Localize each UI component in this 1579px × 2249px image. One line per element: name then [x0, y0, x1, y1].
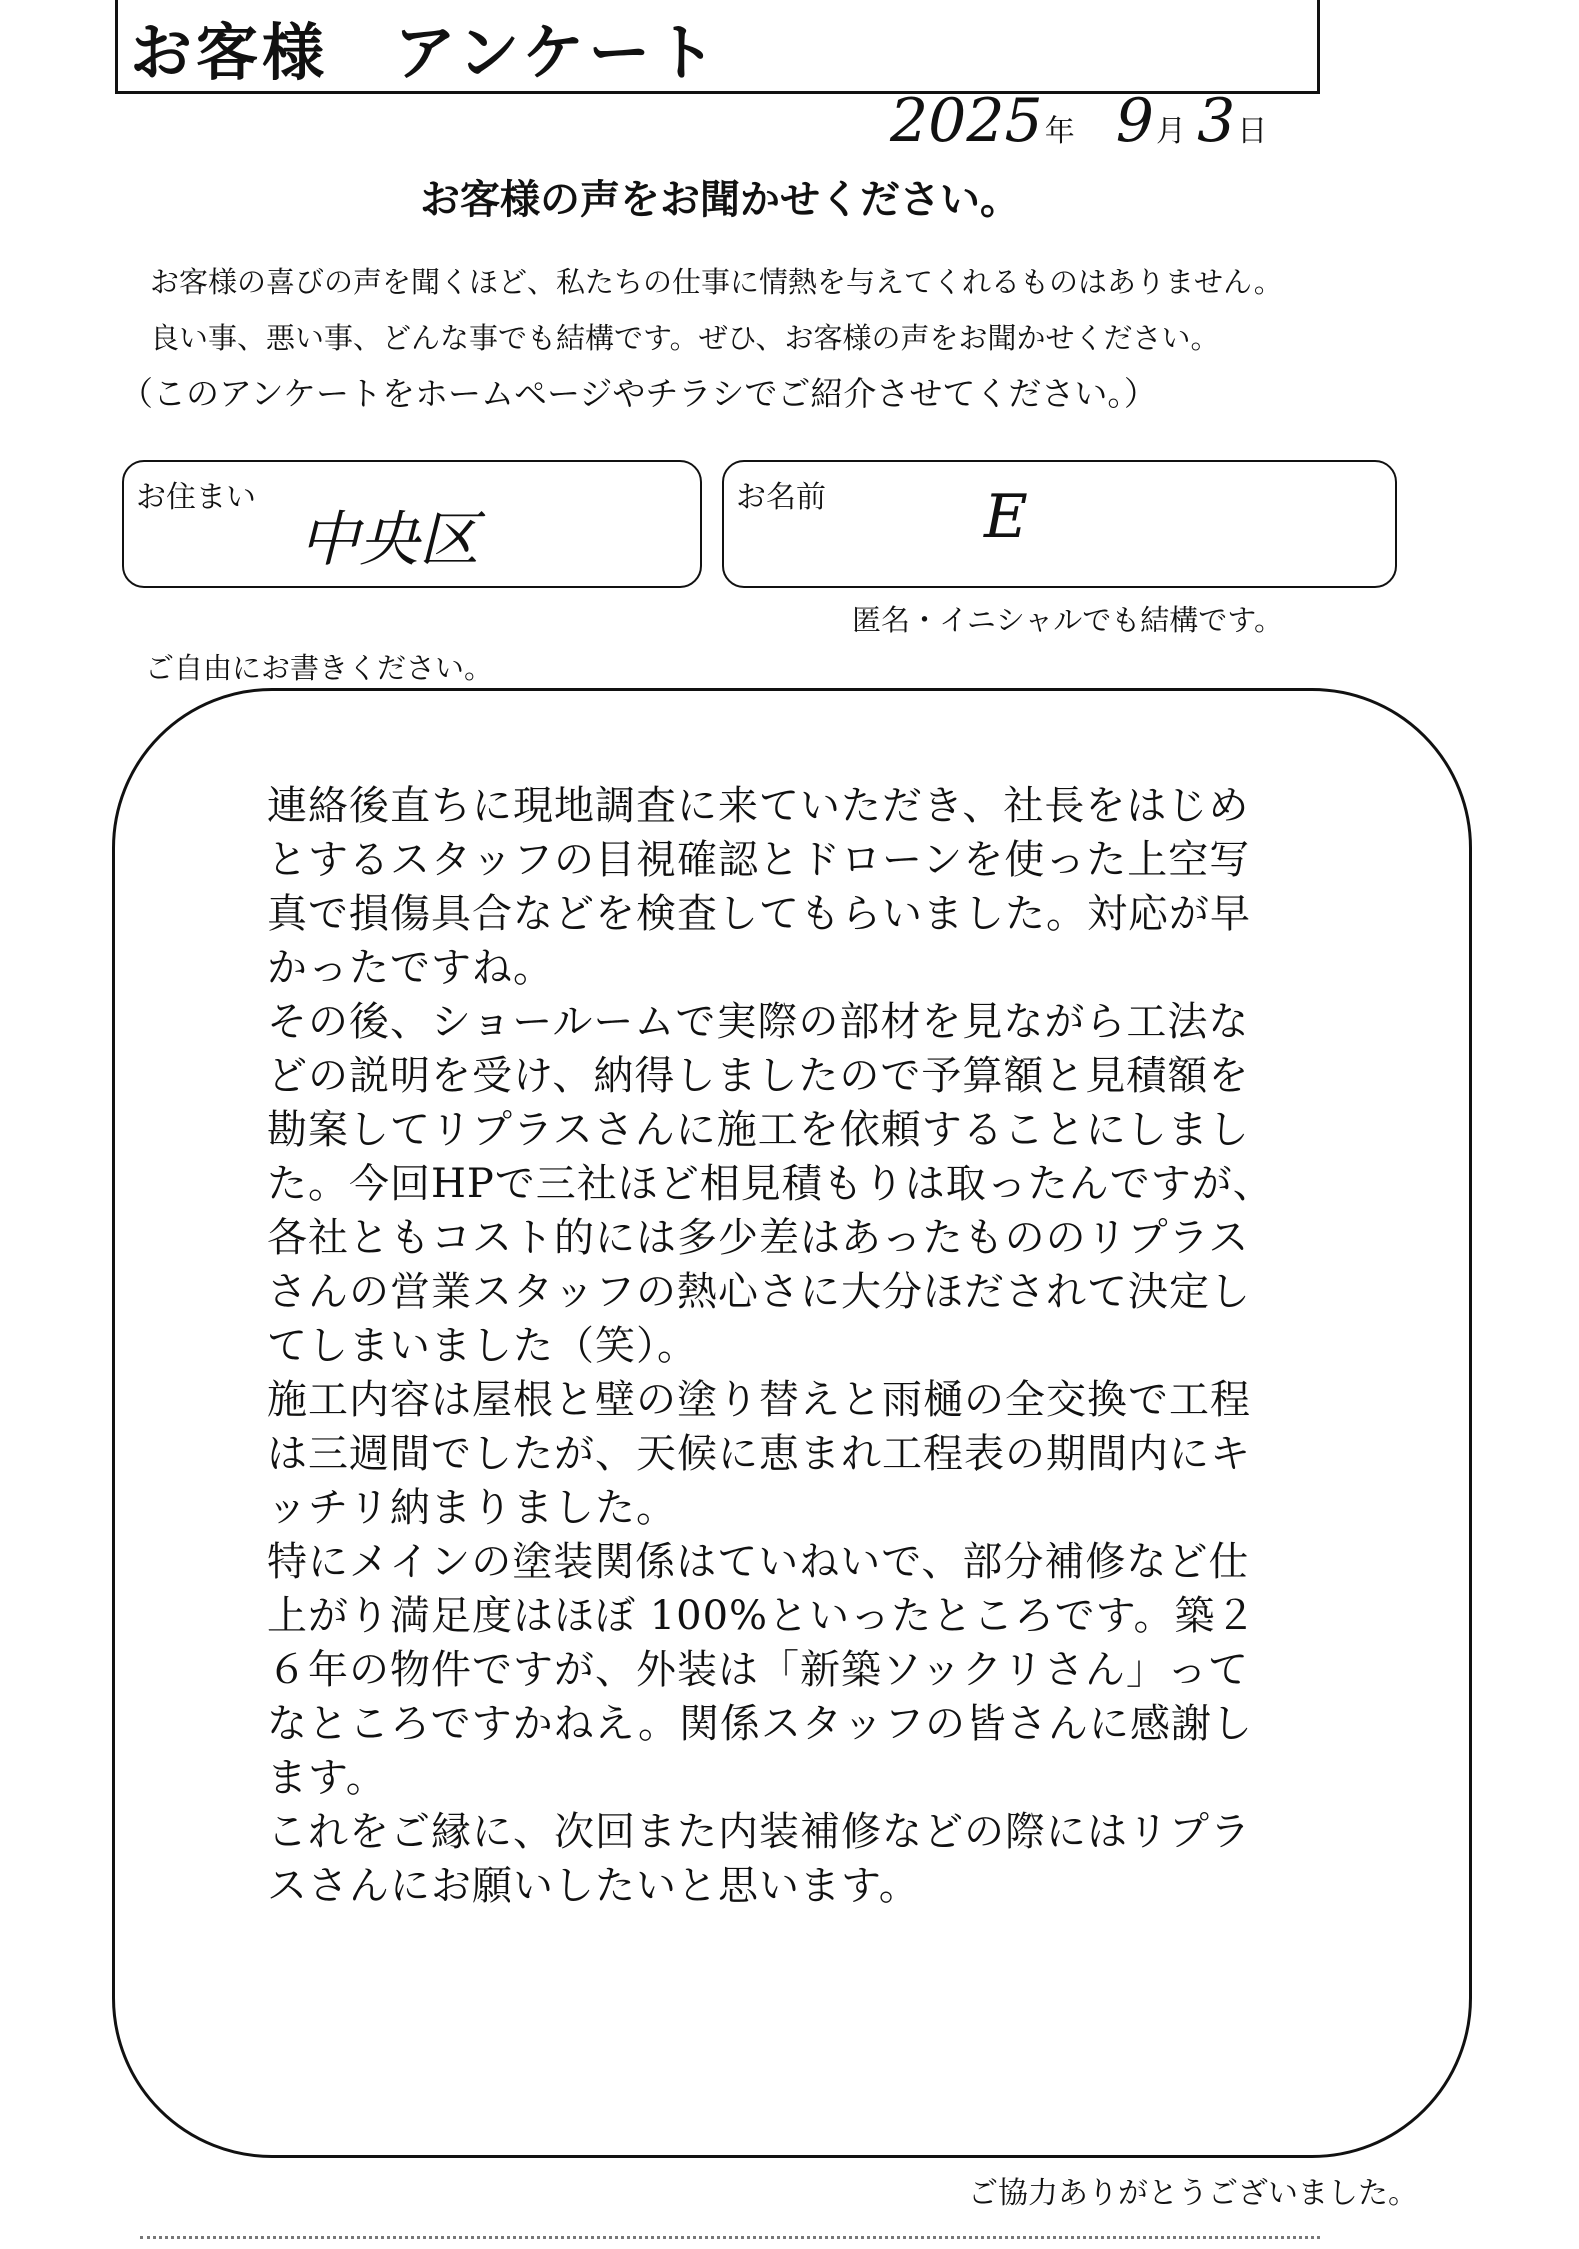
- comment-line: とするスタッフの目視確認とドローンを使った上空写: [267, 837, 1251, 883]
- date-month: 9: [1115, 86, 1154, 156]
- comment-line: 真で損傷具合などを検査してもらいました。対応が早: [267, 891, 1251, 937]
- comment-line: 勘案してリプラスさんに施工を依頼することにしまし: [267, 1107, 1250, 1153]
- intro-line-3: （このアンケートをホームページやチラシでご紹介させてください。）: [120, 374, 1157, 413]
- comment-line: 施工内容は屋根と壁の塗り替えと雨樋の全交換で工程: [267, 1377, 1251, 1423]
- address-value: 中央区: [299, 505, 479, 575]
- comment-line: ます。: [267, 1755, 387, 1801]
- free-text-label: ご自由にお書きください。: [145, 651, 494, 685]
- comment-line: その後、ショールームで実際の部材を見ながら工法な: [267, 999, 1250, 1045]
- survey-date: [890, 86, 1273, 156]
- comment-line: 各社ともコスト的には多少差はあったもののリプラス: [267, 1215, 1250, 1261]
- comment-line: どの説明を受け、納得しましたので予算額と見積額を: [267, 1053, 1250, 1099]
- thanks-message: ご協力ありがとうございました。: [968, 2176, 1418, 2211]
- anonymous-note: 匿名・イニシャルでも結構です。: [852, 603, 1283, 637]
- title-box: [115, 0, 1320, 94]
- comment-box: [112, 688, 1472, 2158]
- address-field: [122, 460, 702, 588]
- name-label: お名前: [736, 480, 826, 515]
- comment-line: さんの営業スタッフの熱心さに大分ほだされて決定し: [267, 1269, 1251, 1315]
- name-field: [722, 460, 1397, 588]
- intro-line-2: 良い事、悪い事、どんな事でも結構です。ぜひ、お客様の声をお聞かせください。: [150, 321, 1220, 355]
- comment-line: た。今回HPで三社ほど相見積もりは取ったんですが、: [267, 1161, 1274, 1207]
- comment-line: 連絡後直ちに現地調査に来ていただき、社長をはじめ: [267, 783, 1250, 829]
- comment-line: 特にメインの塗装関係はていねいで、部分補修など仕: [267, 1539, 1250, 1585]
- name-value: E: [984, 482, 1028, 552]
- address-label: お住まい: [136, 480, 256, 515]
- comment-line: ッチリ納まりました。: [267, 1485, 677, 1531]
- comment-line: ６年の物件ですが、外装は「新築ソックリさん」って: [267, 1647, 1249, 1693]
- date-month-unit: 月: [1155, 114, 1186, 149]
- date-day: 3: [1197, 86, 1236, 156]
- section-heading: お客様の声をお聞かせください。: [420, 177, 1020, 223]
- comment-line: てしまいました（笑）。: [267, 1323, 698, 1369]
- comment-text: [267, 779, 1387, 1913]
- date-year: 2025: [890, 86, 1043, 156]
- comment-line: は三週間でしたが、天候に恵まれ工程表の期間内にキ: [267, 1431, 1251, 1477]
- date-year-unit: 年: [1044, 114, 1075, 149]
- page-title: お客様 アンケート: [130, 16, 721, 89]
- intro-line-1: お客様の喜びの声を聞くほど、私たちの仕事に情熱を与えてくれるものはありません。: [150, 265, 1283, 299]
- scan-artifact-line: [140, 2236, 1320, 2239]
- comment-line: スさんにお願いしたいと思います。: [267, 1863, 920, 1909]
- comment-line: これをご縁に、次回また内装補修などの際にはリプラ: [267, 1809, 1251, 1855]
- comment-line: 上がり満足度はほぼ 100%といったところです。築２: [267, 1593, 1257, 1639]
- date-day-unit: 日: [1237, 114, 1268, 149]
- comment-line: かったですね。: [267, 945, 554, 991]
- comment-line: なところですかねえ。関係スタッフの皆さんに感謝し: [267, 1701, 1253, 1747]
